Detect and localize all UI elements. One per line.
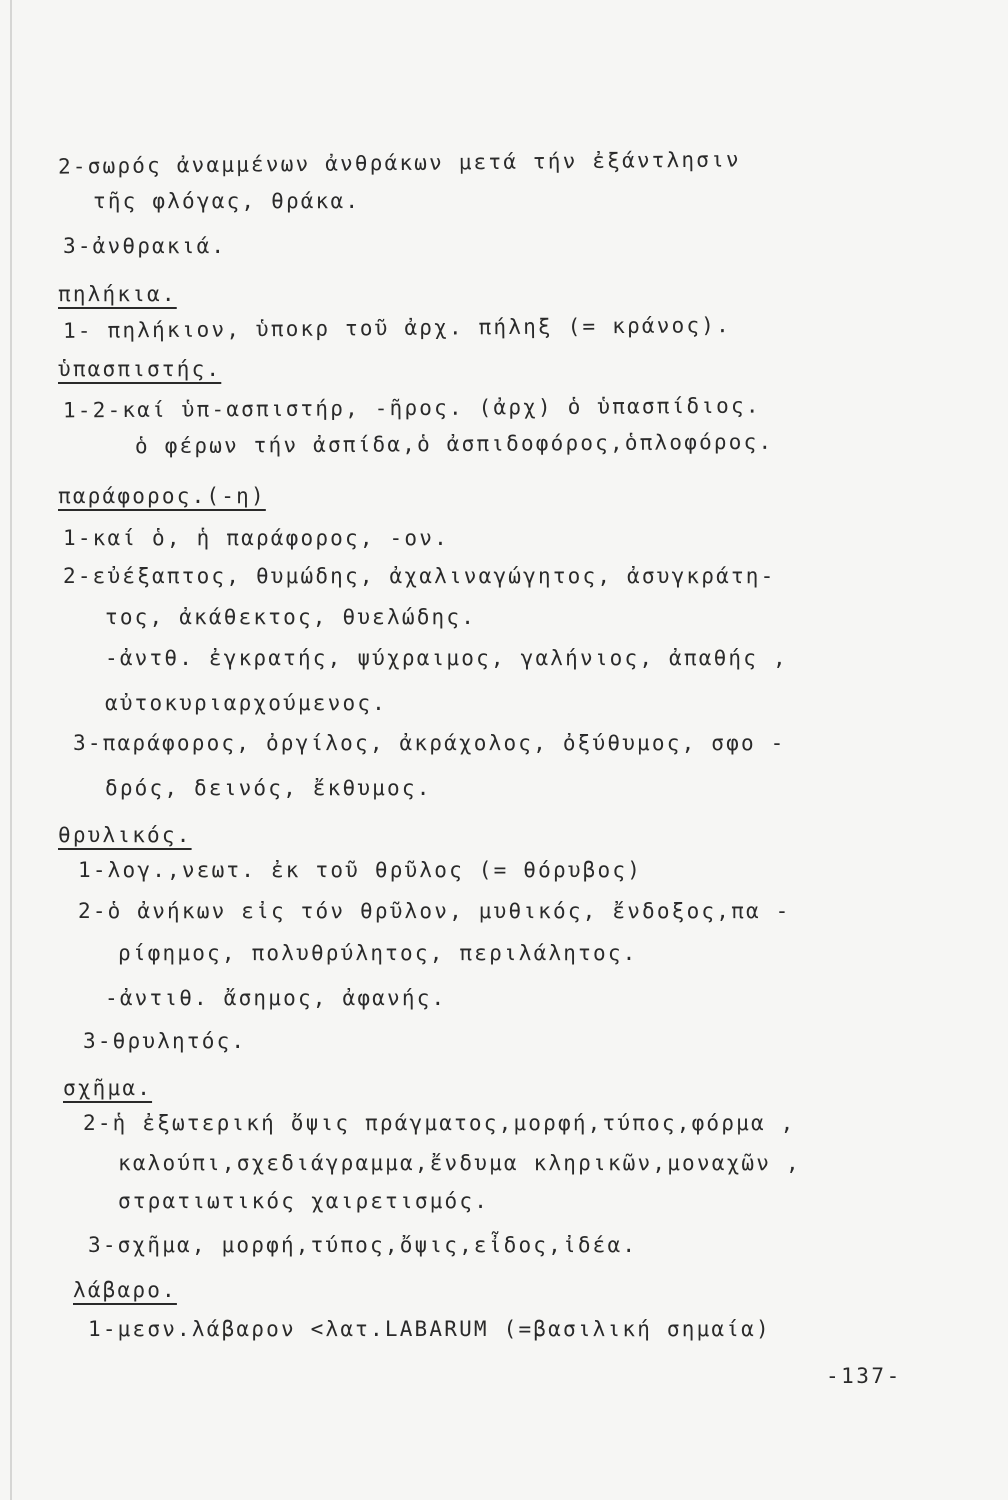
headword-paraforos: παράφορος.(-η) [58,484,266,508]
text-line-20: ρίφημος, πολυθρύλητος, περιλάλητος. [118,941,638,965]
text-line-27: 3-σχῆμα, μορφή,τύπος,ὄψις,εἶδος,ἰδέα. [88,1233,638,1257]
text-line-29: 1-μεσν.λάβαρον <λατ.LABARUM (=βασιλική σημαία) [88,1317,771,1341]
headword-ypaspistis: ὑπασπιστής. [58,357,222,381]
text-line-22: 3-θρυλητός. [83,1029,247,1053]
text-line-3: 3-ἀνθρακιά. [63,234,227,258]
text-line-24: 2-ἡ ἐξωτερική ὄψις πράγματος,μορφή,τύπος,φόρμα , [83,1111,796,1135]
text-line-26: στρατιωτικός χαιρετισμός. [118,1189,490,1213]
text-line-1: 2-σωρός ἀναμμένων ἀνθράκων μετά τήν ἐξάντλησιν [57,147,741,179]
text-line-12: τος, ἀκάθεκτος, θυελώδης. [105,605,477,629]
text-line-19: 2-ὁ ἀνήκων εἰς τόν θρῦλον, μυθικός, ἔνδοξος,πα - [78,899,791,923]
text-line-25: καλούπι,σχεδιάγραμμα,ἔνδυμα κληρικῶν,μοναχῶν , [118,1151,801,1175]
text-line-15: 3-παράφορος, ὀργίλος, ἀκράχολος, ὀξύθυμος, σφο - [73,731,786,755]
text-line-21: -ἀντιθ. ἄσημος, ἀφανής. [105,986,447,1010]
headword-thrylikos: θρυλικός. [58,823,192,847]
text-line-13: -ἀντθ. ἐγκρατής, ψύχραιμος, γαλήνιος, ἀπαθής , [105,646,788,670]
text-line-11: 2-εὐέξαπτος, θυμώδης, ἀχαλιναγώγητος, ἀσυγκράτη- [63,564,776,588]
headword-pilikia: πηλήκια. [58,282,177,306]
text-line-16: δρός, δεινός, ἔκθυμος. [105,776,432,800]
text-line-10: 1-καί ὁ, ἡ παράφορος, -ον. [63,526,449,550]
headword-schima: σχῆμα. [63,1076,153,1100]
page-number: -137- [826,1364,902,1388]
text-line-5: 1- πηλήκιον, ὑποκρ τοῦ ἀρχ. πήληξ (= κράνος). [62,313,732,343]
page-edge-shadow [10,0,12,1500]
text-line-18: 1-λογ.,νεωτ. ἐκ τοῦ θρῦλος (= θόρυβος) [78,858,643,882]
text-line-14: αὐτοκυριαρχούμενος. [105,691,388,715]
text-line-7: 1-2-καί ὑπ-ασπιστήρ, -ῆρος. (ἀρχ) ὁ ὑπασπίδιος. [62,393,761,423]
headword-lavaro: λάβαρο. [73,1278,177,1302]
text-line-2: τῆς φλόγας, θράκα. [93,189,361,213]
text-line-8: ὁ φέρων τήν ἀσπίδα,ὁ ἀσπιδοφόρος,ὁπλοφόρος. [134,429,774,459]
